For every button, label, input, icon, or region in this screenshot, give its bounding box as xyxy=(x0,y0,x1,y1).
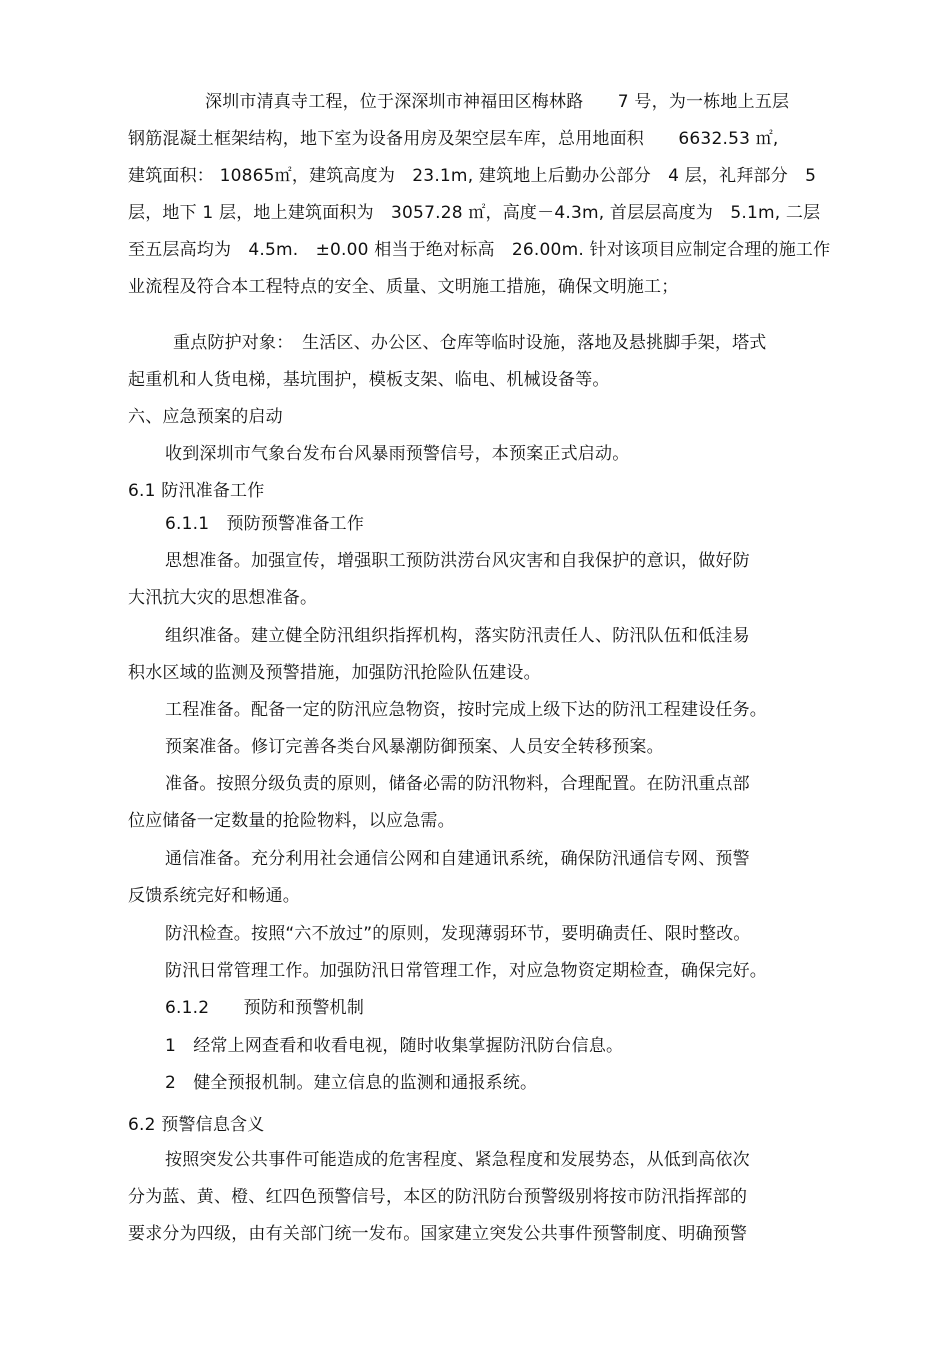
paragraph-line: 层，地下 1 层，地上建筑面积为 3057.28 ㎡，高度－4.3m, 首层层高度为 5.1m, 二层 xyxy=(128,203,821,223)
paragraph-line: 重点防护对象： 生活区、办公区、仓库等临时设施，落地及悬挑脚手架，塔式 xyxy=(173,333,767,353)
section-heading: 6.2 预警信息含义 xyxy=(128,1115,265,1135)
paragraph-line: 按照突发公共事件可能造成的危害程度、紧急程度和发展势态，从低到高依次 xyxy=(165,1150,750,1170)
paragraph-line: 工程准备。配备一定的防汛应急物资，按时完成上级下达的防汛工程建设任务。 xyxy=(165,700,767,720)
paragraph-line: 分为蓝、黄、橙、红四色预警信号，本区的防汛防台预警级别将按市防汛指挥部的 xyxy=(128,1187,748,1207)
paragraph-line: 防汛日常管理工作。加强防汛日常管理工作，对应急物资定期检查，确保完好。 xyxy=(165,961,767,981)
paragraph-line: 位应储备一定数量的抢险物料，以应急需。 xyxy=(128,811,455,831)
paragraph-line: 起重机和人货电梯，基坑围护，模板支架、临电、机械设备等。 xyxy=(128,370,610,390)
paragraph-line: 钢筋混凝土框架结构，地下室为设备用房及架空层车库，总用地面积 6632.53 ㎡, xyxy=(128,129,779,149)
subsection-heading: 6.1.1 预防预警准备工作 xyxy=(165,514,365,534)
paragraph-line: 积水区域的监测及预警措施，加强防汛抢险队伍建设。 xyxy=(128,663,541,683)
paragraph-line: 至五层高均为 4.5m. ±0.00 相当于绝对标高 26.00m. 针对该项目应制定合理的施工作 xyxy=(128,240,831,260)
paragraph-line: 防汛检查。按照“六不放过”的原则，发现薄弱环节，要明确责任、限时整改。 xyxy=(165,924,751,944)
paragraph-line: 业流程及符合本工程特点的安全、质量、文明施工措施，确保文明施工； xyxy=(128,277,679,297)
paragraph-line: 思想准备。加强宣传，增强职工预防洪涝台风灾害和自我保护的意识，做好防 xyxy=(165,551,750,571)
paragraph-line: 建筑面积： 10865㎡，建筑高度为 23.1m, 建筑地上后勤办公部分 4 层，礼拜部分 5 xyxy=(128,166,817,186)
paragraph-line: 反馈系统完好和畅通。 xyxy=(128,886,300,906)
paragraph-line: 预案准备。修订完善各类台风暴潮防御预案、人员安全转移预案。 xyxy=(165,737,664,757)
paragraph-line: 大汛抗大灾的思想准备。 xyxy=(128,588,318,608)
list-item: 1 经常上网查看和收看电视，随时收集掌握防汛防台信息。 xyxy=(165,1036,624,1056)
paragraph-line: 组织准备。建立健全防汛组织指挥机构，落实防汛责任人、防汛队伍和低洼易 xyxy=(165,626,750,646)
subsection-heading: 6.1.2 预防和预警机制 xyxy=(165,998,365,1018)
section-heading: 六、应急预案的启动 xyxy=(128,407,283,427)
paragraph-line: 深圳市清真寺工程，位于深深圳市神福田区梅林路 7 号，为一栋地上五层 xyxy=(205,92,790,112)
paragraph-line: 准备。按照分级负责的原则，储备必需的防汛物料，合理配置。在防汛重点部 xyxy=(165,774,750,794)
section-heading: 6.1 防汛准备工作 xyxy=(128,481,265,501)
paragraph-line: 收到深圳市气象台发布台风暴雨预警信号，本预案正式启动。 xyxy=(165,444,630,464)
paragraph-line: 通信准备。充分利用社会通信公网和自建通讯系统，确保防汛通信专网、预警 xyxy=(165,849,750,869)
list-item: 2 健全预报机制。建立信息的监测和通报系统。 xyxy=(165,1073,538,1093)
paragraph-line: 要求分为四级，由有关部门统一发布。国家建立突发公共事件预警制度、明确预警 xyxy=(128,1224,748,1244)
